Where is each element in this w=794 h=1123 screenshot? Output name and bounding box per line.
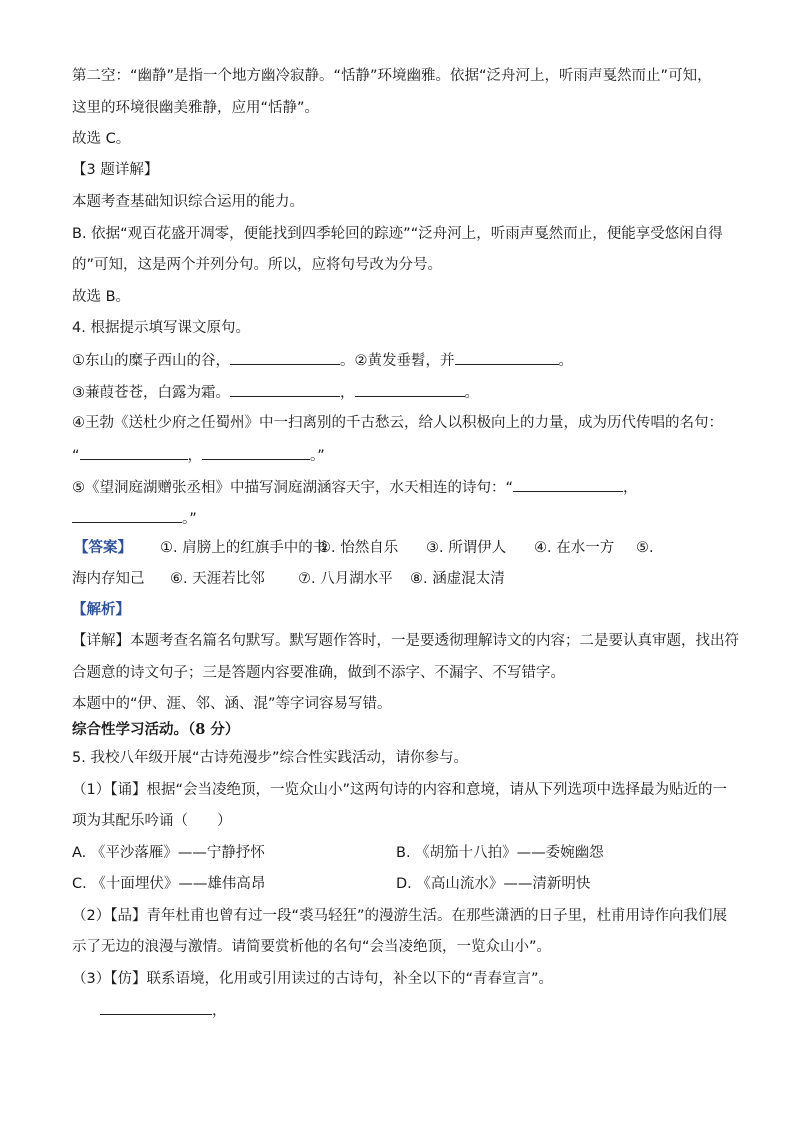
text-line: 的”可知，这是两个并列分句。所以，应将句号改为分号。 xyxy=(72,257,443,273)
question-title: 4. 根据提示填写课文原句。 xyxy=(72,320,250,336)
fill-blank-line xyxy=(72,477,638,498)
punct: 。 xyxy=(464,385,479,401)
text-line: 示了无边的浪漫与激情。请简要赏析他的名句“会当凌绝顶，一览众山小”。 xyxy=(72,939,552,955)
text-line: 这里的环境很幽美雅静，应用“恬静”。 xyxy=(72,100,320,116)
text-line: 本题中的“伊、涯、邻、涵、混”等字词容易写错。 xyxy=(72,696,392,712)
text-line: 故选 B。 xyxy=(72,289,131,305)
text-line: B. 依据“观百花盛开凋零，便能找到四季轮回的踪迹”“泛舟河上，听雨声戛然而止，便能享受悠闲自得 xyxy=(72,226,723,242)
text-line: ④王勃《送杜少府之任蜀州》中一扫离别的千古愁云，给人以积极向上的力量，成为历代传唱的名句： xyxy=(72,415,723,431)
punct: ， xyxy=(340,385,355,401)
answer-blank xyxy=(513,477,623,492)
answer-item: ④. 在水一方 xyxy=(534,540,615,556)
punct: 。” xyxy=(310,448,325,464)
text-line: 故选 C。 xyxy=(72,131,131,147)
analysis-label: 【解析】 xyxy=(72,602,130,618)
prompt-text: ③蒹葭苍苍，白露为霜。 xyxy=(72,385,230,401)
option-c: C. 《十面埋伏》——雄伟高昂 xyxy=(72,876,266,892)
answer-blank xyxy=(230,382,340,397)
answer-item: ⑤. xyxy=(636,540,654,556)
answer-blank xyxy=(355,382,465,397)
punct: 。” xyxy=(182,511,197,527)
option-a: A. 《平沙落雁》——宁静抒怀 xyxy=(72,845,265,861)
option-row xyxy=(72,843,265,863)
text-line: 合题意的诗文句子；三是答题内容要准确，做到不添字、不漏字、不写错字。 xyxy=(72,665,565,681)
answer-blank xyxy=(100,1000,212,1015)
prompt-text: ①东山的糜子西山的谷， xyxy=(72,353,230,369)
answer-line xyxy=(72,569,505,589)
text-line: （1）【诵】根据“会当凌绝顶，一览众山小”这两句诗的内容和意境，请从下列选项中选择最为贴近的一 xyxy=(72,782,727,798)
text-line: 本题考查基础知识综合运用的能力。 xyxy=(72,194,304,210)
option-b: B. 《胡笳十八拍》——委婉幽怨 xyxy=(396,845,604,861)
answer-blank xyxy=(230,350,340,365)
text-line: 第二空：“幽静”是指一个地方幽冷寂静。“恬静”环境幽雅。依据“泛舟河上，听雨声戛然而止”可知， xyxy=(72,68,712,84)
punct: 。 xyxy=(558,353,573,369)
option-d: D. 《高山流水》——清新明快 xyxy=(396,876,591,892)
answer-blank xyxy=(72,508,182,523)
answer-item: ③. 所谓伊人 xyxy=(426,540,507,556)
punct: ， xyxy=(212,1003,227,1019)
punct: “ xyxy=(72,448,80,464)
question-title: 5. 我校八年级开展“古诗苑漫步”综合性实践活动，请你参与。 xyxy=(72,750,468,766)
answer-blank xyxy=(455,350,559,365)
punct: ， xyxy=(623,480,638,496)
text-line: （2）【品】青年杜甫也曾有过一段“裘马轻狂”的漫游生活。在那些潇洒的日子里，杜甫用诗作向我们展 xyxy=(72,908,727,924)
prompt-text: 。②黄发垂髫，并 xyxy=(340,353,455,369)
text-line: 项为其配乐吟诵（ ） xyxy=(72,813,232,829)
fill-blank-line xyxy=(72,350,573,371)
fill-blank-line xyxy=(100,1000,227,1021)
prompt-text: ⑤《望洞庭湖赠张丞相》中描写洞庭湖涵容天宇，水天相连的诗句：“ xyxy=(72,480,514,496)
answer-blank xyxy=(202,445,310,460)
fill-blank-line xyxy=(72,445,325,466)
answer-blank xyxy=(80,445,188,460)
answer-item: ①. 肩膀上的红旗手中的书 xyxy=(160,540,328,556)
answer-item: ⑦. 八月湖水平 xyxy=(298,571,393,587)
answer-item: ⑧. 涵虚混太清 xyxy=(410,571,505,587)
subsection-heading: 【3 题详解】 xyxy=(72,162,159,178)
section-title: 综合性学习活动。（8 分） xyxy=(72,721,240,738)
answer-label: 【答案】 xyxy=(74,540,132,556)
answer-item: ⑥. 天涯若比邻 xyxy=(170,571,265,587)
text-line: （3）【仿】联系语境，化用或引用读过的古诗句，补全以下的“青春宣言”。 xyxy=(72,971,553,987)
punct: ， xyxy=(187,448,203,464)
fill-blank-line xyxy=(72,508,197,529)
fill-blank-line xyxy=(72,382,479,403)
answer-line xyxy=(74,538,654,558)
answer-item: ②. 怡然自乐 xyxy=(318,540,399,556)
text-line: 【详解】本题考查名篇名句默写。默写题作答时，一是要透彻理解诗文的内容；二是要认真审题，找出符 xyxy=(72,633,739,649)
option-row xyxy=(72,874,265,894)
answer-item: 海内存知己 xyxy=(72,571,145,587)
